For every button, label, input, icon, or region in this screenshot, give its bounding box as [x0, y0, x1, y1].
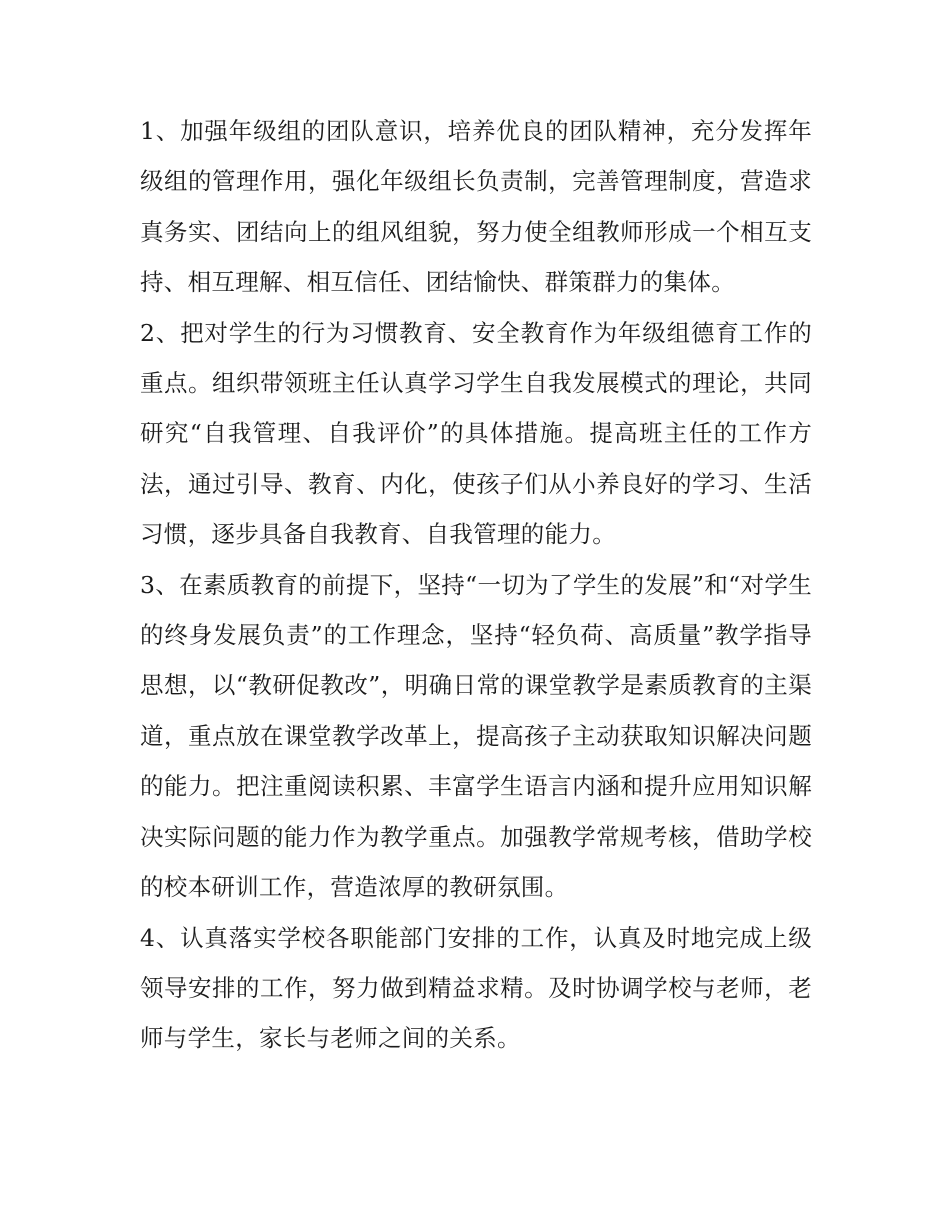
document-body — [140, 106, 812, 1064]
paragraph-4: 4、认真落实学校各职能部门安排的工作，认真及时地完成上级领导安排的工作，努力做到精益求精。及时协调学校与老师，老师与学生，家长与老师之间的关系。 — [140, 923, 812, 1053]
paragraph-1: 1、加强年级组的团队意识，培养优良的团队精神，充分发挥年级组的管理作用，强化年级组长负责制，完善管理制度，营造求真务实、团结向上的组风组貌，努力使全组教师形成一个相互支持、相互理解、相互信任、团结愉快、群策群力的集体。 — [140, 117, 812, 297]
paragraph-2: 2、把对学生的行为习惯教育、安全教育作为年级组德育工作的重点。组织带领班主任认真学习学生自我发展模式的理论，共同研究“自我管理、自我评价”的具体措施。提高班主任的工作方法，通过引导、教育、内化，使孩子们从小养良好的学习、生活习惯，逐步具备自我教育、自我管理的能力。 — [140, 318, 812, 549]
paragraph-3: 3、在素质教育的前提下，坚持“一切为了学生的发展”和“对学生的终身发展负责”的工作理念，坚持“轻负荷、高质量”教学指导思想，以“教研促教改”，明确日常的课堂教学是素质教育的主渠道，重点放在课堂教学改革上，提高孩子主动获取知识解决问题的能力。把注重阅读积累、丰富学生语言内涵和提升应用知识解决实际问题的能力作为教学重点。加强教学常规考核，借助学校的校本研训工作，营造浓厚的教研氛围。 — [140, 570, 812, 902]
